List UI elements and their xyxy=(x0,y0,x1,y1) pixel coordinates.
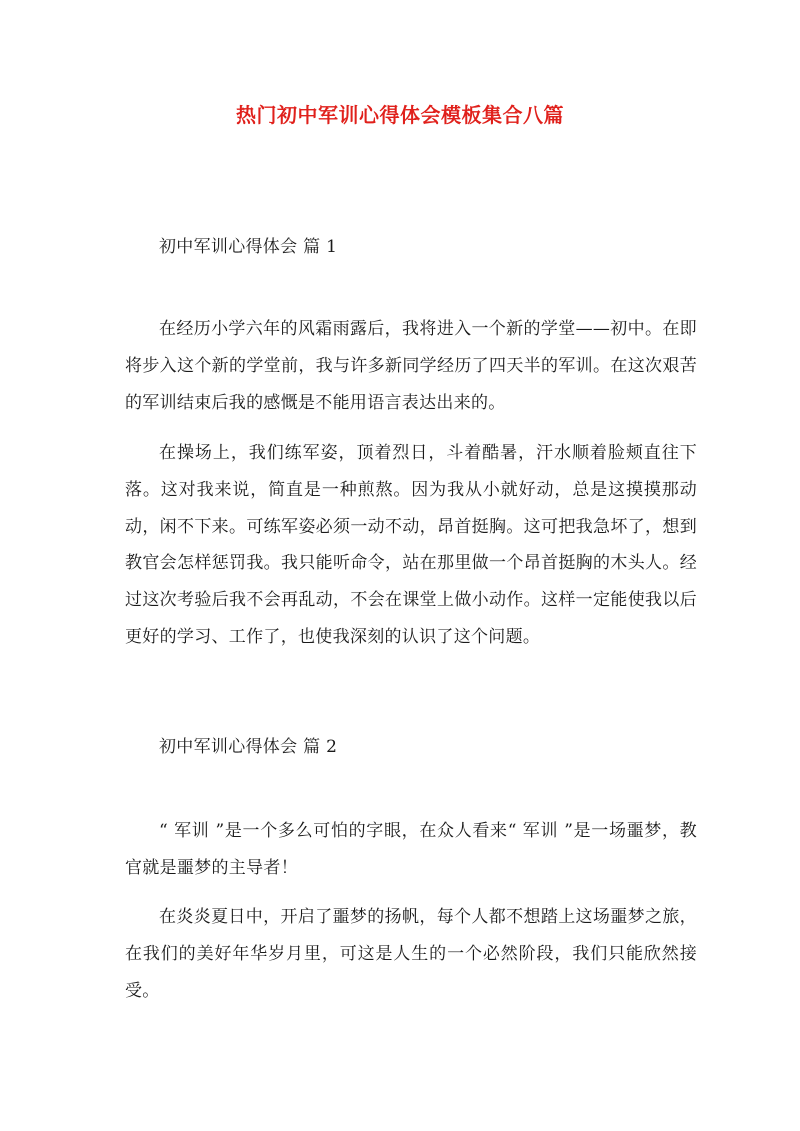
section-1-paragraph-1: 在经历小学六年的风霜雨露后，我将进入一个新的学堂——初中。在即将步入这个新的学堂前，我与许多新同学经历了四天半的军训。在这次艰苦的军训结束后我的感慨是不能用语言表达出来的。 xyxy=(125,319,697,413)
section-1-heading: 初中军训心得体会 篇 1 xyxy=(159,237,338,257)
document-title: 热门初中军训心得体会模板集合八篇 xyxy=(236,103,564,127)
section-1-paragraph-2: 在操场上，我们练军姿，顶着烈日，斗着酷暑，汗水顺着脸颊直往下落。这对我来说，简直是一种煎熬。因为我从小就好动，总是这摸摸那动动，闲不下来。可练军姿必须一动不动，昂首挺胸。这可把我急坏了，想到教官会怎样惩罚我。我只能听命令，站在那里做一个昂首挺胸的木头人。经过这次考验后我不会再乱动，不会在课堂上做小动作。这样一定能使我以后更好的学习、工作了，也使我深刻的认识了这个问题。 xyxy=(125,443,697,647)
section-2-heading: 初中军训心得体会 篇 2 xyxy=(159,737,338,757)
section-2-paragraph-1: “ 军训 ”是一个多么可怕的字眼，在众人看来“ 军训 ”是一场噩梦，教官就是噩梦的主导者！ xyxy=(125,821,697,878)
section-2-paragraph-2: 在炎炎夏日中，开启了噩梦的扬帆，每个人都不想踏上这场噩梦之旅，在我们的美好年华岁月里，可这是人生的一个必然阶段，我们只能欣然接受。 xyxy=(125,907,697,1001)
